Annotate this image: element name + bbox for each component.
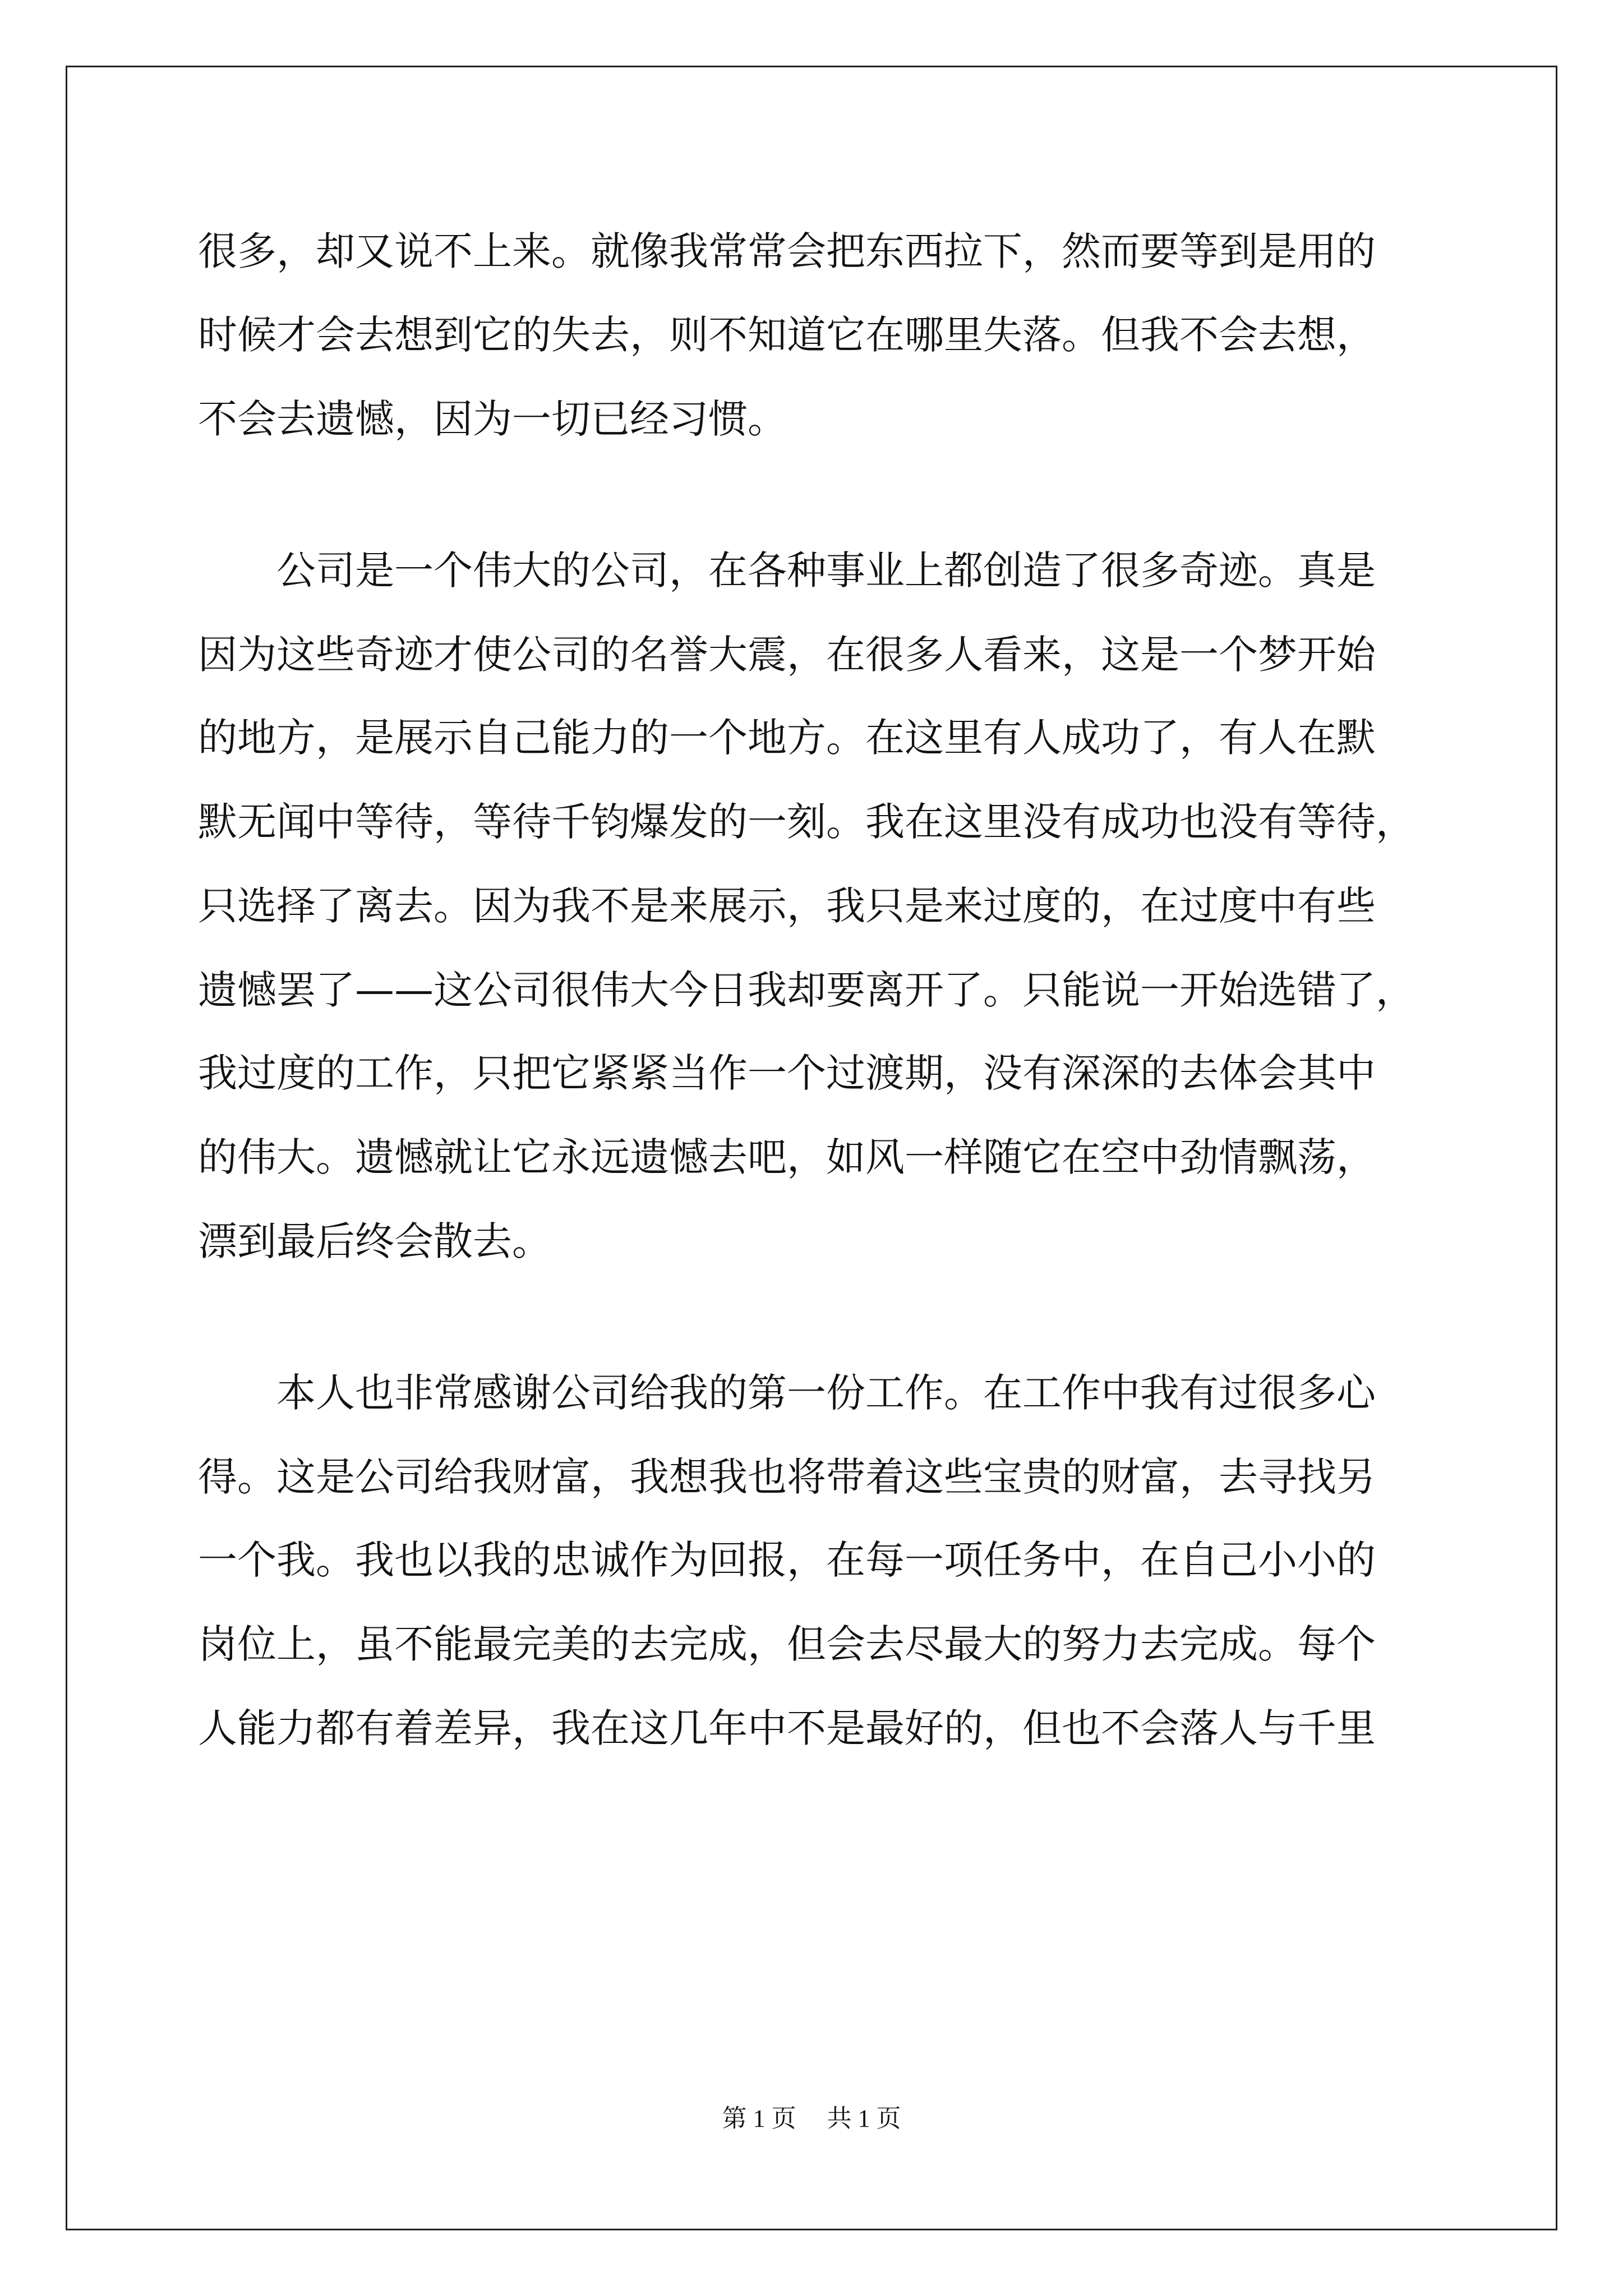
text-line: 我过度的工作，只把它紧紧当作一个过渡期，没有深深的去体会其中: [198, 1050, 1376, 1096]
text-line: 的伟大。遗憾就让它永远遗憾去吧，如风一样随它在空中劲情飘荡，: [198, 1134, 1376, 1180]
text-line: 遗憾罢了——这公司很伟大今日我却要离开了。只能说一开始选错了，: [198, 967, 1415, 1013]
text-line: 一个我。我也以我的忠诚作为回报，在每一项任务中，在自己小小的: [198, 1537, 1376, 1583]
text-line: 只选择了离去。因为我不是来展示，我只是来过度的，在过度中有些: [198, 883, 1376, 929]
text-line: 的地方，是展示自己能力的一个地方。在这里有人成功了，有人在默: [198, 715, 1376, 761]
text-line: 漂到最后终会散去。: [198, 1218, 551, 1264]
text-line: 人能力都有着差异，我在这几年中不是最好的，但也不会落人与千里: [198, 1705, 1376, 1751]
text-line: 得。这是公司给我财富，我想我也将带着这些宝贵的财富，去寻找另: [198, 1454, 1376, 1500]
text-line: 默无闻中等待，等待千钧爆发的一刻。我在这里没有成功也没有等待，: [198, 799, 1415, 845]
text-line: 岗位上，虽不能最完美的去完成，但会去尽最大的努力去完成。每个: [198, 1621, 1376, 1667]
text-line: 本人也非常感谢公司给我的第一份工作。在工作中我有过很多心: [198, 1370, 1376, 1416]
text-line: 时候才会去想到它的失去，则不知道它在哪里失落。但我不会去想，: [198, 312, 1376, 358]
page-number-footer: 第 1 页 共 1 页: [722, 2105, 901, 2132]
text-line: 很多，却又说不上来。就像我常常会把东西拉下，然而要等到是用的: [198, 228, 1376, 274]
text-line: 公司是一个伟大的公司，在各种事业上都创造了很多奇迹。真是: [198, 547, 1376, 593]
text-line: 因为这些奇迹才使公司的名誉大震，在很多人看来，这是一个梦开始: [198, 632, 1376, 678]
text-line: 不会去遗憾，因为一切已经习惯。: [198, 396, 787, 442]
